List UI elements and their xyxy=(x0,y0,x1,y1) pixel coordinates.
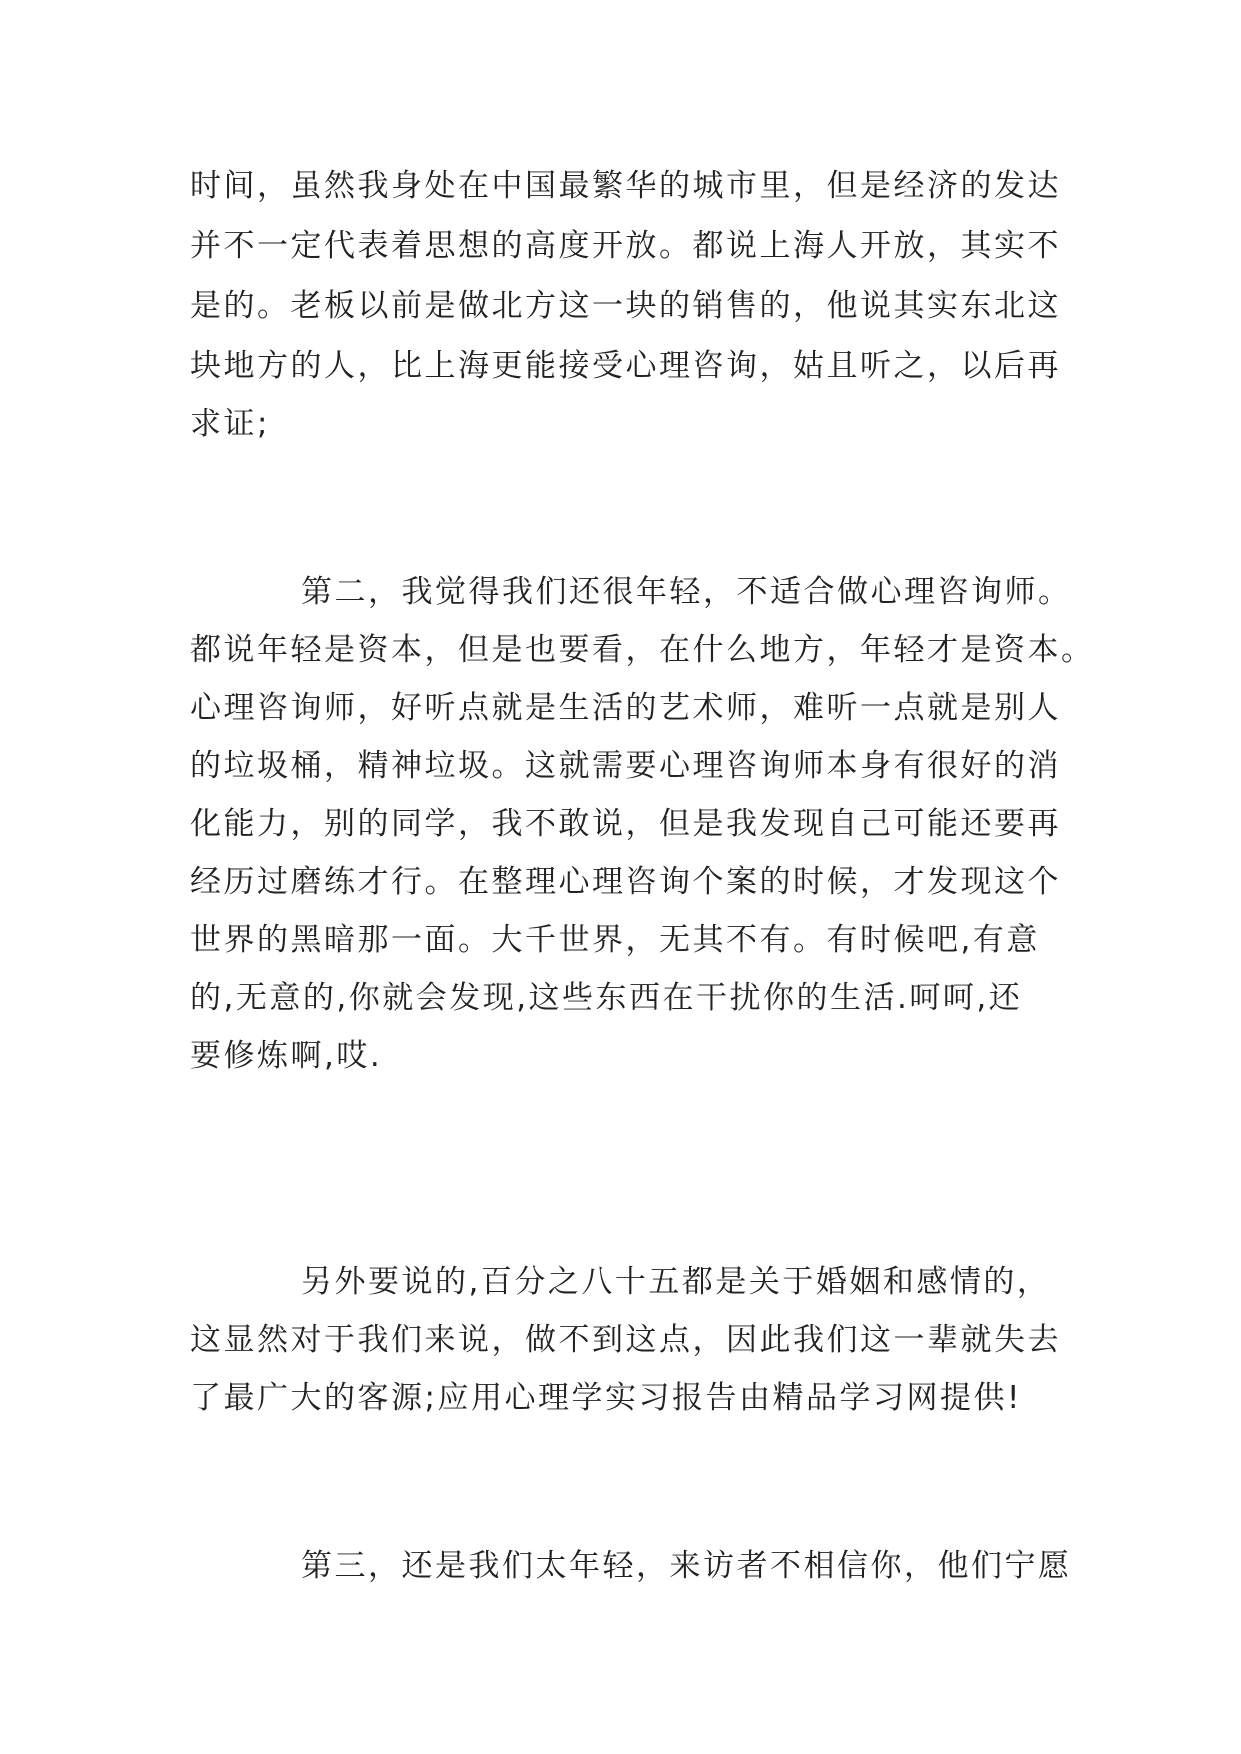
text-line: 求证; xyxy=(190,406,270,442)
text-line: 块地方的人，比上海更能接受心理咨询，姑且听之，以后再 xyxy=(190,348,1061,384)
text-line: 另外要说的,百分之八十五都是关于婚姻和感情的， xyxy=(301,1264,1051,1300)
text-line: 的,无意的,你就会发现,这些东西在干扰你的生活.呵呵,还 xyxy=(190,980,1023,1016)
text-line: 并不一定代表着思想的高度开放。都说上海人开放，其实不 xyxy=(190,228,1061,264)
text-line: 第二，我觉得我们还很年轻，不适合做心理咨询师。 xyxy=(301,574,1072,610)
text-line: 的垃圾桶，精神垃圾。这就需要心理咨询师本身有很好的消 xyxy=(190,748,1061,784)
text-line: 世界的黑暗那一面。大千世界，无其不有。有时候吧,有意 xyxy=(190,922,1040,958)
text-line: 是的。老板以前是做北方这一块的销售的，他说其实东北这 xyxy=(190,288,1061,324)
text-line: 都说年轻是资本，但是也要看，在什么地方，年轻才是资本。 xyxy=(190,632,1095,668)
text-line: 要修炼啊,哎. xyxy=(190,1038,383,1074)
text-line: 第三，还是我们太年轻，来访者不相信你，他们宁愿 xyxy=(301,1548,1072,1584)
text-line: 心理咨询师，好听点就是生活的艺术师，难听一点就是别人 xyxy=(190,690,1061,726)
text-line: 化能力，别的同学，我不敢说，但是我发现自己可能还要再 xyxy=(190,806,1061,842)
text-line: 这显然对于我们来说，做不到这点，因此我们这一辈就失去 xyxy=(190,1322,1061,1358)
text-line: 经历过磨练才行。在整理心理咨询个案的时候，才发现这个 xyxy=(190,864,1061,900)
text-line: 了最广大的客源;应用心理学实习报告由精品学习网提供! xyxy=(190,1380,1022,1416)
text-line: 时间，虽然我身处在中国最繁华的城市里，但是经济的发达 xyxy=(190,168,1061,204)
